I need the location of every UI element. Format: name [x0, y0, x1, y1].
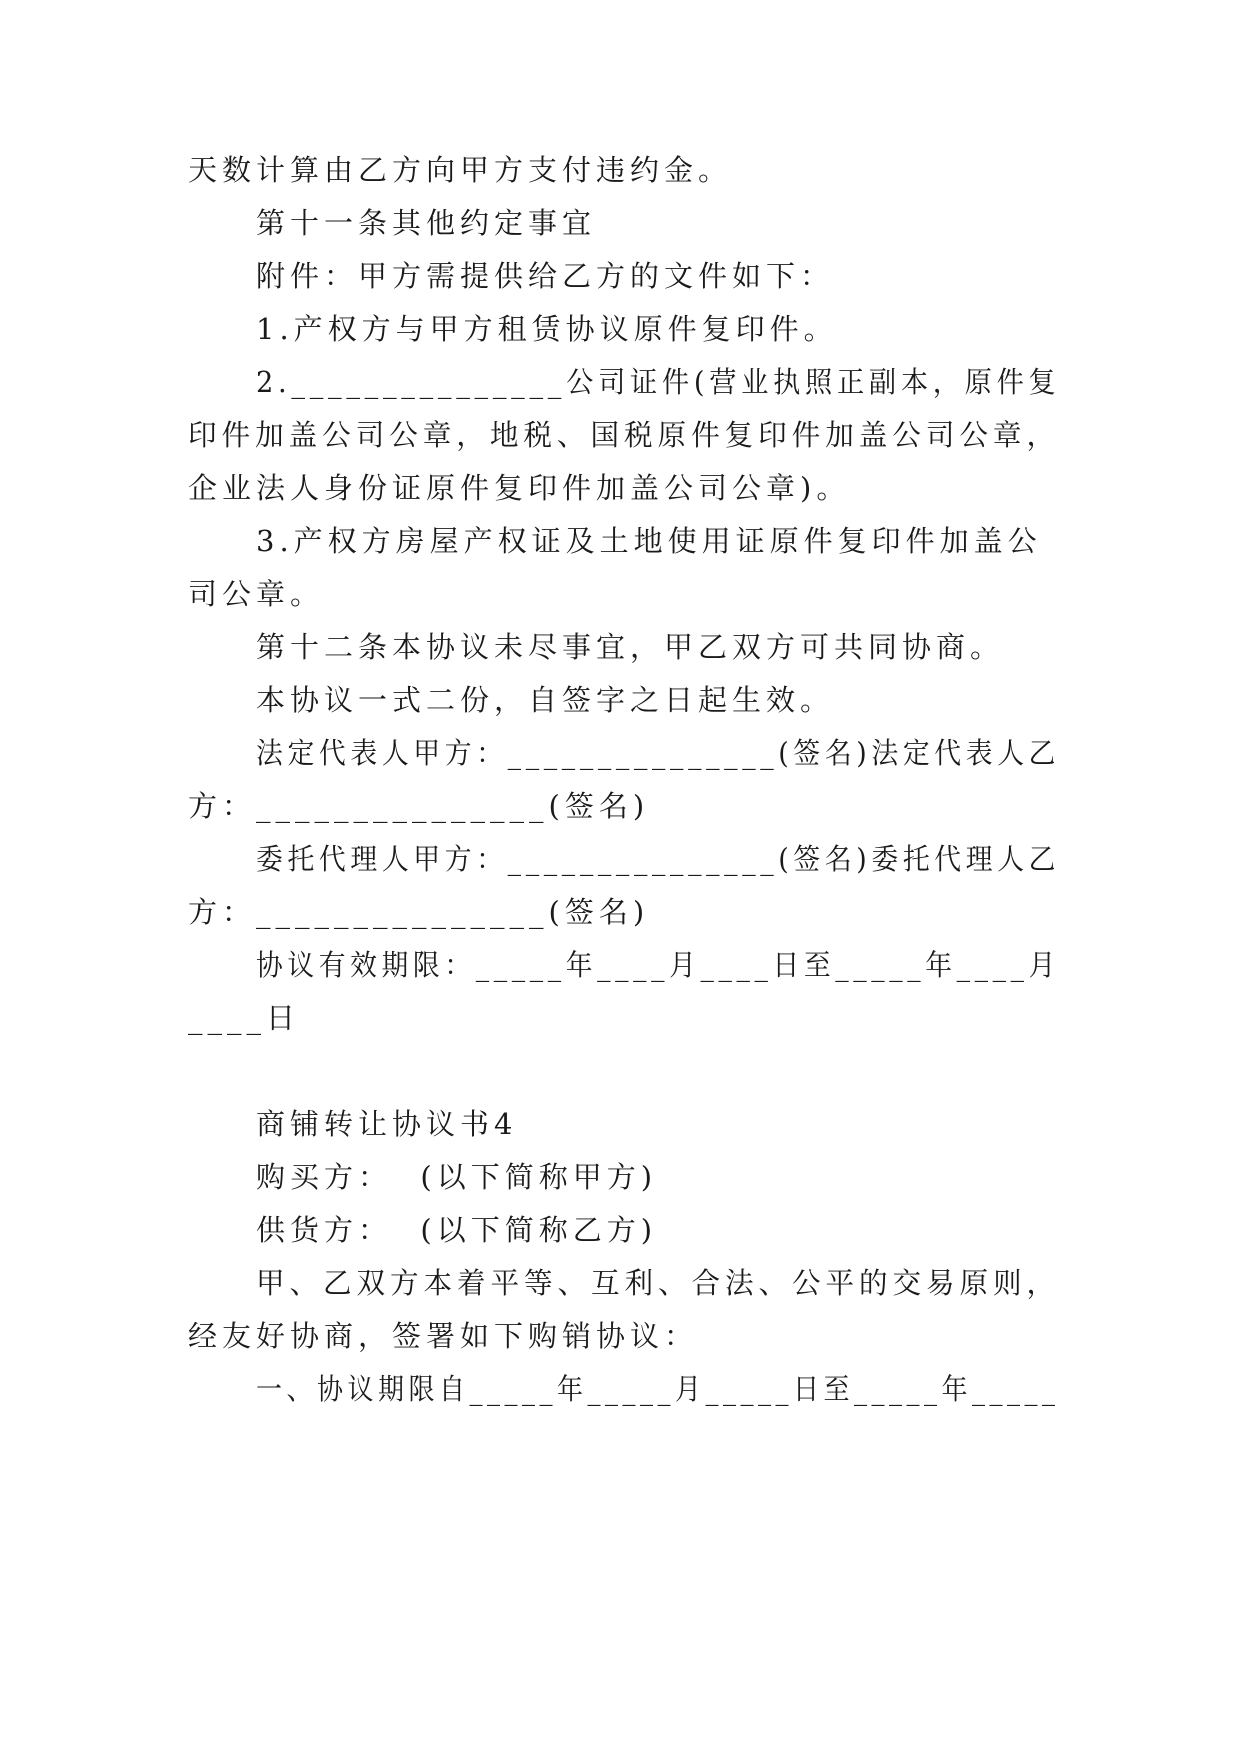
signature-line: 方：_______________(签名)	[188, 789, 650, 823]
text-line: 经友好协商，签署如下购销协议：	[188, 1319, 699, 1353]
text-line: 印件加盖公司公章，地税、国税原件复印件加盖公司公章，	[188, 418, 1060, 452]
list-item: 1.产权方与甲方租赁协议原件复印件。	[256, 312, 838, 346]
validity-period-line: ____日	[188, 1001, 301, 1035]
document-title: 商铺转让协议书4	[256, 1107, 518, 1141]
text-line: 甲、乙双方本着平等、互利、合法、公平的交易原则，	[256, 1266, 1061, 1300]
text-line: 一、协议期限自_____年_____月_____日至_____年_____	[256, 1372, 1060, 1406]
party-line: 购买方： (以下简称甲方)	[256, 1160, 658, 1194]
section-heading: 第十二条本协议未尽事宜，甲乙双方可共同协商。	[256, 630, 1005, 664]
signature-line: 委托代理人甲方：_______________(签名)委托代理人乙	[256, 842, 1061, 876]
validity-period-line: 协议有效期限：_____年____月____日至_____年____月	[256, 948, 1061, 982]
section-heading: 第十一条其他约定事宜	[256, 206, 597, 240]
signature-line: 方：_______________(签名)	[188, 895, 650, 929]
text-line: 附件：甲方需提供给乙方的文件如下：	[256, 259, 835, 293]
text-line: 司公章。	[188, 577, 325, 611]
party-line: 供货方： (以下简称乙方)	[256, 1213, 658, 1247]
text-line: 天数计算由乙方向甲方支付违约金。	[188, 153, 733, 187]
list-item: 2._______________公司证件(营业执照正副本，原件复	[256, 365, 1061, 399]
text-line: 企业法人身份证原件复印件加盖公司公章)。	[188, 471, 851, 505]
text-line: 本协议一式二份，自签字之日起生效。	[256, 683, 835, 717]
signature-line: 法定代表人甲方：_______________(签名)法定代表人乙	[256, 736, 1061, 770]
list-item: 3.产权方房屋产权证及土地使用证原件复印件加盖公	[256, 524, 1042, 558]
